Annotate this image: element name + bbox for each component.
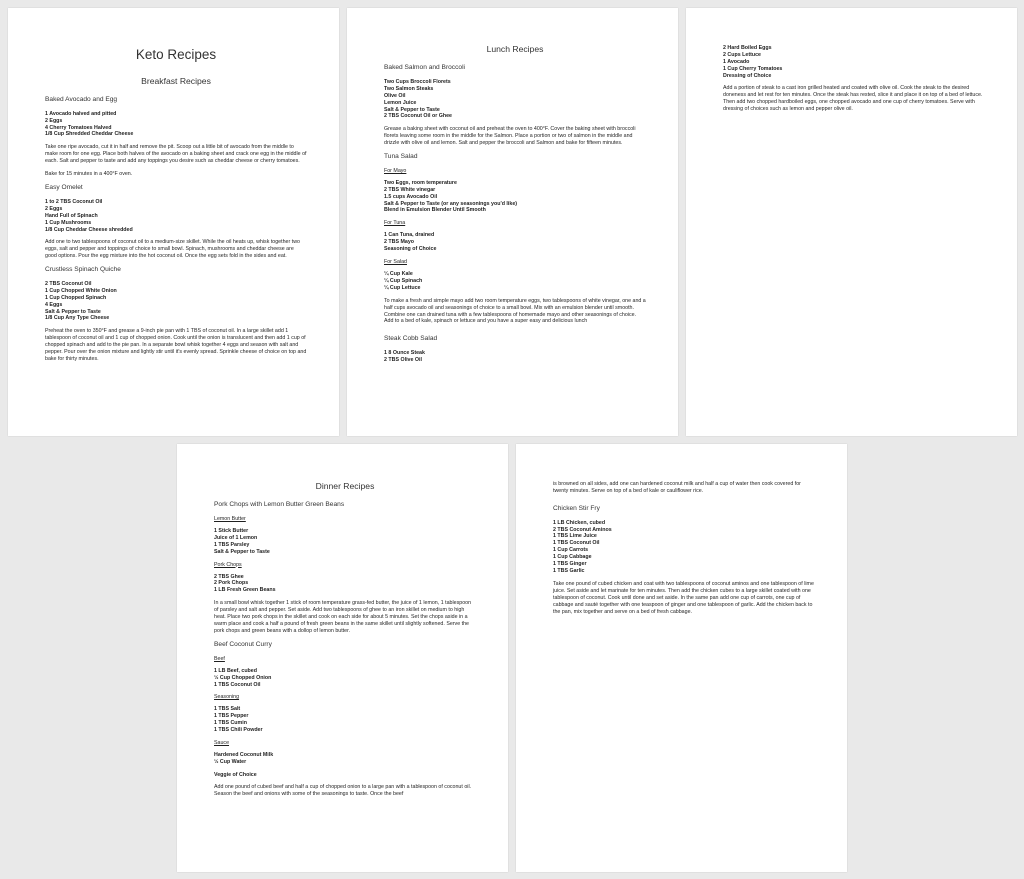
ingredient: 1 TBS Ginger	[553, 560, 587, 567]
ingredient: 1 TBS Parsley	[214, 541, 250, 548]
ingredient: 1 LB Beef, cubed	[214, 667, 257, 674]
ingredient: 1 TBS Coconut Oil	[214, 681, 261, 688]
document-page-2[interactable]	[347, 8, 678, 436]
instructions-paragraph: Grease a baking sheet with coconut oil and preheat the oven to 400°F. Cover the baking sheet with broccoli florets leaving some room in the middle for the Salmon. Place a portion or two of salmon in the middle and drizzle with olive oil and lemon. Salt and pepper the broccoli and Salmon and bake for fifteen minutes.	[384, 126, 636, 147]
ingredient: 1 Cup Mushrooms	[45, 219, 92, 226]
ingredient-list	[384, 180, 646, 214]
ingredient-list	[384, 271, 646, 292]
ingredient: ¼ Cup Lettuce	[384, 284, 421, 291]
recipe-title: Easy Omelet	[45, 184, 83, 192]
ingredient: Olive Oil	[384, 92, 406, 99]
ingredient-list	[214, 574, 476, 595]
ingredient: 1 to 2 TBS Coconut Oil	[45, 199, 103, 205]
ingredient: Salt & Pepper to Taste	[214, 548, 270, 555]
ingredient-list	[45, 199, 307, 233]
ingredient: 1 TBS Cumin	[214, 720, 247, 727]
document-page-3[interactable]	[686, 8, 1017, 436]
recipe-title: Baked Avocado and Egg	[45, 96, 118, 104]
recipe-title: Chicken Stir Fry	[553, 504, 600, 512]
ingredient: 1 Cup Chopped Spinach	[45, 294, 107, 301]
ingredient: ¼ Cup Spinach	[384, 277, 423, 284]
ingredient: 1 Stick Butter	[214, 528, 249, 535]
ingredient: 1 TBS Lime Juice	[553, 533, 597, 540]
ingredient: 1 TBS Chili Powder	[214, 726, 263, 733]
ingredient-list	[214, 752, 476, 766]
ingredient: Dressing of Choice	[723, 72, 772, 79]
ingredient: 1 TBS Coconut Oil	[553, 540, 600, 547]
ingredient: 2 TBS Coconut Oil or Ghee	[384, 113, 452, 120]
ingredient: Blend in Emulsion Blender Until Smooth	[384, 207, 486, 214]
ingredient: 2 Eggs	[45, 117, 63, 124]
ingredient: Salt & Pepper to Taste (or any seasonings you'd like)	[384, 200, 518, 207]
ingredient: 2 TBS White vinegar	[384, 186, 436, 193]
ingredient: 1 Can Tuna, drained	[384, 232, 435, 239]
ingredient: 1 LB Fresh Green Beans	[214, 587, 276, 594]
instructions-paragraph: Bake for 15 minutes in a 400°F oven.	[45, 171, 133, 178]
instructions-paragraph: Preheat the oven to 350°F and grease a 9-inch pie pan with 1 TBS of coconut oil. In a large skillet add 1 tablespoon of coconut oil and 1 cup of chopped onion. Cook until the onion is translucent and then add 1 cup of chopped spinach and add to the pie pan. In a separate bowl whisk together 4 eggs and season with salt and pepper. Pour over the onion mixture and lightly stir until it's evenly spread. Sprinkle cheese of choice on top and bake for thirty minutes.	[45, 328, 307, 363]
instructions-paragraph: is browned on all sides, add one can hardened coconut milk and half a cup of water then cook covered for twenty minutes. Serve on top of a bed of kale or cauliflower rice.	[553, 481, 801, 494]
ingredient: 1 LB Chicken, cubed	[553, 519, 606, 526]
ingredient: 1 Cup Cherry Tomatoes	[723, 65, 783, 72]
instructions-paragraph: Take one pound of cubed chicken and coat with two tablespoons of coconut aminos and one tablespoon of lime juice. Set aside and let marinate for ten minutes. Then add the chicken cubes to a large skillet coated with one tablespoon of coconut. Cook until done and set aside. In the same pan add one cup of carrots, one cup of cabbage and sauté together with one teaspoon of ginger and one tablespoon of garlic. Add the chicken back to the pan, mix together and serve on a bed of fresh cabbage.	[553, 580, 814, 615]
ingredient-list	[723, 45, 985, 79]
ingredient: 1 Cup Carrots	[553, 547, 589, 554]
recipe-title: Baked Salmon and Broccoli	[384, 64, 466, 72]
sub-heading: Lemon Butter	[214, 516, 246, 523]
ingredient-list	[384, 350, 646, 364]
sub-heading: For Salad	[384, 258, 407, 265]
section-title-lunch: Lunch Recipes	[486, 44, 544, 54]
ingredient-list	[384, 232, 646, 253]
recipe-title: Pork Chops with Lemon Butter Green Beans	[214, 501, 345, 509]
recipe-title: Beef Coconut Curry	[214, 641, 272, 649]
ingredient: 1 Avocado	[723, 58, 750, 65]
sub-heading: For Mayo	[384, 167, 407, 174]
sub-heading: For Tuna	[384, 220, 406, 227]
ingredient: Seasoning of Choice	[384, 246, 437, 253]
ingredient: ½ Cup Chopped Onion	[214, 674, 272, 681]
ingredient: Two Salmon Steaks	[384, 85, 434, 92]
ingredient: 2 Eggs	[45, 205, 63, 212]
instructions-paragraph: Take one ripe avocado, cut it in half and remove the pit. Scoop out a little bit of avocado from the middle to make room for one egg. Place both halves of the avocado on a baking sheet and crack one egg in the middle of each. Salt and pepper to taste and add any toppings you desire such as cheddar cheese or cherry tomatoes.	[45, 144, 307, 165]
recipe-title: Tuna Salad	[384, 153, 418, 161]
ingredient: 1 TBS Salt	[214, 706, 241, 713]
ingredient: 1 Cup Chopped White Onion	[45, 287, 117, 294]
document-title: Keto Recipes	[135, 47, 217, 62]
ingredient: Hand Full of Spinach	[45, 212, 98, 219]
ingredient: 1 TBS Pepper	[214, 713, 249, 720]
recipe-title: Steak Cobb Salad	[384, 335, 438, 343]
ingredient: Salt & Pepper to Taste	[45, 308, 101, 315]
ingredient-list	[214, 668, 476, 689]
ingredient: Hardened Coconut Milk	[214, 751, 274, 758]
sub-heading: Beef	[214, 655, 225, 662]
document-page-1[interactable]	[8, 8, 339, 436]
instructions-paragraph: In a small bowl whisk together 1 stick of room temperature grass-fed butter, the juice of 1 lemon, 1 tablespoon of parsley and salt and pepper. Set aside. Add two tablespoons of ghee to an iron skillet on medium to high heat. Place two pork chops in the skillet and cook on each side for about 5 minutes. Set the chops aside in a warm place and cook a half a pound of fresh green beans in the same skillet until slightly softened. Serve the pork chops and green beans with a dollop of lemon butter.	[214, 600, 472, 635]
ingredient: 2 TBS Ghee	[214, 573, 244, 580]
ingredient: 4 Eggs	[45, 301, 63, 308]
ingredient: 2 TBS Olive Oil	[384, 357, 422, 364]
ingredient: Veggie of Choice	[214, 771, 257, 778]
ingredient: 1/8 Cup Shredded Cheddar Cheese	[45, 131, 134, 138]
ingredient: 2 TBS Coconut Oil	[45, 281, 92, 288]
ingredient: 1/8 Cup Cheddar Cheese shredded	[45, 226, 133, 233]
ingredient: Two Eggs, room temperature	[384, 179, 457, 186]
document-page-5[interactable]	[516, 444, 847, 872]
section-title-breakfast: Breakfast Recipes	[141, 75, 211, 86]
ingredient: ½ Cup Water	[214, 758, 247, 765]
ingredient: 2 Pork Chops	[214, 580, 249, 587]
ingredient: ¼ Cup Kale	[384, 270, 413, 277]
recipe-title: Crustless Spinach Quiche	[45, 266, 121, 274]
sub-heading: Sauce	[214, 739, 230, 746]
ingredient-list	[214, 528, 476, 556]
instructions-paragraph: To make a fresh and simple mayo add two room temperature eggs, two tablespoons of white vinegar, one and a half cups avocado oil and seasonings of choice to a small bowl. Mix with an emulsion blender until smooth. Combine one can drained tuna with a few tablespoons of homemade mayo and other seasonings of choice. Add to a bed of kale, spinach or lettuce and you have a super easy and delicious lunch	[384, 297, 646, 325]
ingredient: 4 Cherry Tomatoes Halved	[45, 124, 112, 131]
sub-heading: Seasoning	[214, 694, 240, 701]
ingredient: 1 Avocado halved and pitted	[45, 110, 117, 117]
ingredient: 1.5 cups Avocado Oil	[384, 193, 438, 200]
instructions-paragraph: Add one pound of cubed beef and half a cup of chopped onion to a large pan with a tablespoon of coconut oil. Season the beef and onions with some of the seasonings to taste. Once the beef	[214, 784, 472, 798]
ingredient: 2 Hard Boiled Eggs	[723, 45, 772, 51]
ingredient-list	[214, 772, 476, 779]
ingredient-list	[214, 706, 476, 734]
ingredient: 2 TBS Mayo	[384, 239, 415, 246]
ingredient: Two Cups Broccoli Florets	[384, 79, 451, 86]
instructions-paragraph: Add one to two tablespoons of coconut oil to a medium-size skillet. While the oil heats up, whisk together two eggs, salt and pepper and toppings of choice to small bowl. Spinach, mushrooms and cheddar cheese are good options. Pour the egg mixture into the hot coconut oil. Once the egg sets fold in the sides and eat.	[45, 239, 300, 260]
section-title-dinner: Dinner Recipes	[315, 481, 375, 491]
ingredient: Lemon Juice	[384, 99, 417, 106]
ingredient: Salt & Pepper to Taste	[384, 106, 440, 113]
ingredient: 1 Cup Cabbage	[553, 554, 592, 561]
instructions-paragraph: Add a portion of steak to a cast iron grilled heated and coated with olive oil. Cook the steak to the desired doneness and let rest for ten minutes. Once the steak has rested, slice it and place it on top of a bed of lettuce. Then add two chopped hardboiled eggs, one chopped avocado and one cup of cherry tomatoes. Serve with dressing of choices such as lemon and pepper olive oil.	[723, 85, 983, 113]
ingredient-list	[45, 111, 307, 139]
ingredient: 1 8 Ounce Steak	[384, 350, 425, 357]
ingredient-list	[384, 79, 646, 120]
ingredient-list	[45, 281, 307, 322]
ingredient: 2 Cups Lettuce	[723, 51, 761, 58]
ingredient-list	[553, 520, 815, 575]
ingredient: 1 TBS Garlic	[553, 567, 585, 574]
sub-heading: Pork Chops	[214, 561, 242, 568]
ingredient: Juice of 1 Lemon	[214, 534, 258, 541]
ingredient: 1/8 Cup Any Type Cheese	[45, 315, 110, 322]
document-page-4[interactable]	[177, 444, 508, 872]
ingredient: 2 TBS Coconut Aminos	[553, 526, 612, 533]
